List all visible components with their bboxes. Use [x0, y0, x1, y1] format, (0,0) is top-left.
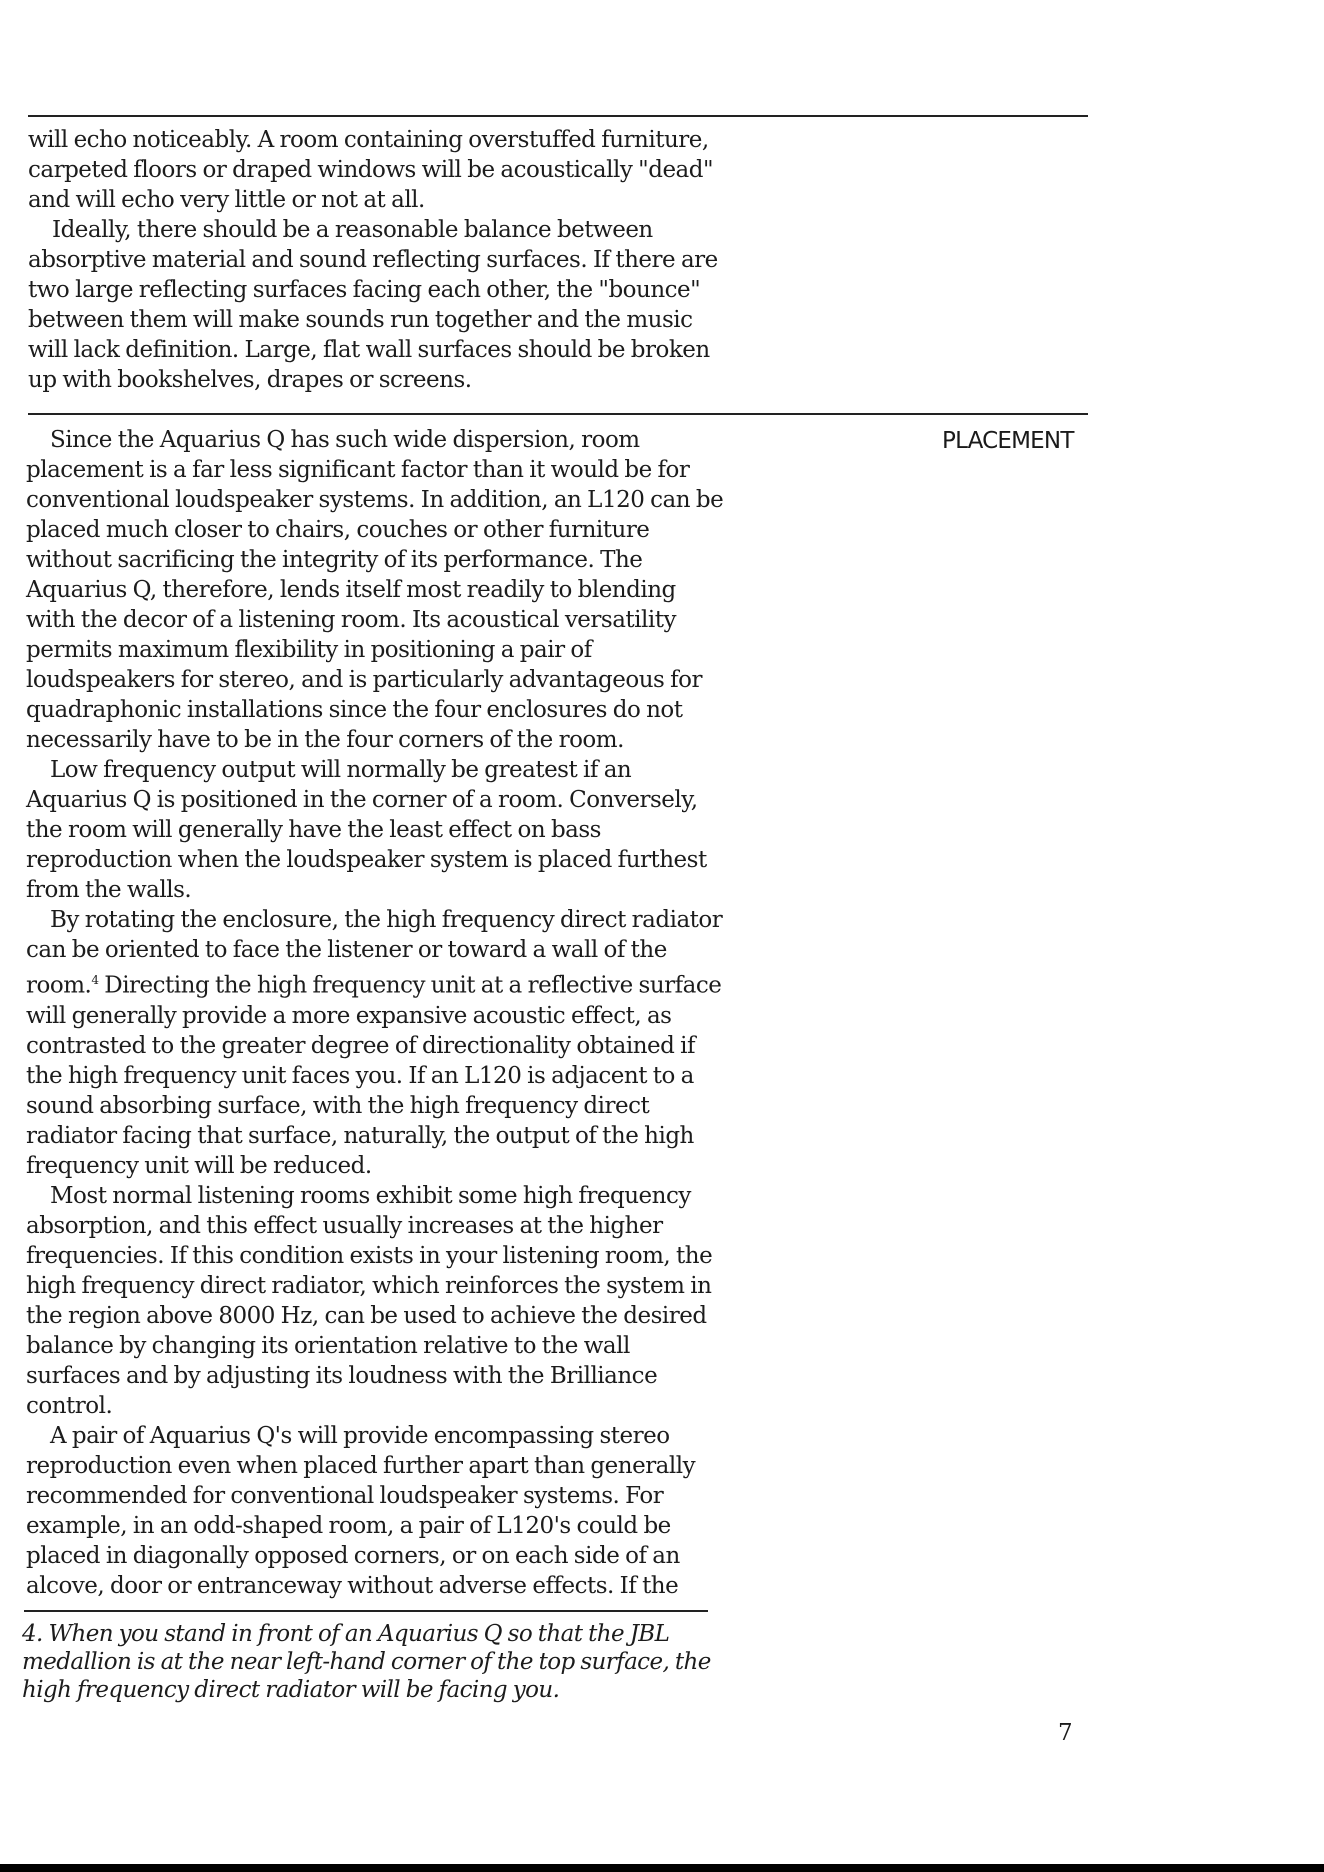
placement-paragraph: A pair of Aquarius Q's will provide encompassing stereo reproduction even when placed further apart than generally recommended for conventional loudspeaker systems. For example, in an odd-shaped room, a pair of L120's could be placed in diagonally opposed corners, or on each side of an alcove, door or entranceway without adverse effects. If the [26, 1422, 696, 1599]
paragraph-text: By rotating the enclosure, the high frequency direct radiator can be oriented to face the listener or toward a wall of the room. [26, 907, 723, 999]
section-divider [28, 413, 1088, 415]
page-number: 7 [1058, 1720, 1073, 1746]
footnote-rule [24, 1610, 708, 1612]
intro-text-block [28, 125, 728, 395]
placement-paragraph: Low frequency output will normally be greatest if an Aquarius Q is positioned in the corner of a room. Conversely, the room will generally have the least effect on bass reproduction when the loudspeaker system is placed furthest from the walls. [26, 757, 707, 903]
placement-text-block [26, 425, 726, 1601]
footnote [22, 1620, 742, 1704]
placement-paragraph: Most normal listening rooms exhibit some high frequency absorption, and this effect usually increases at the higher frequencies. If this condition exists in your listening room, the high frequency direct radiator, which reinforces the system in the region above 8000 Hz, can be used to achieve the desired balance by changing its orientation relative to the wall surfaces and by adjusting its loudness with the Brilliance control. [26, 1182, 713, 1419]
scan-edge [0, 1864, 1324, 1872]
footnote-text: 4. When you stand in front of an Aquarius Q so that the JBL medallion is at the near left-hand corner of the top surface, the high frequency direct radiator will be facing you. [22, 1621, 711, 1703]
placement-paragraph: Since the Aquarius Q has such wide dispersion, room placement is a far less significant factor than it would be for conventional loudspeaker systems. In addition, an L120 can be placed much closer to chairs, couches or other furniture without sacrificing the integrity of its performance. The Aquarius Q, therefore, lends itself most readily to blending with the decor of a listening room. Its acoustical versatility permits maximum flexibility in positioning a pair of loudspeakers for stereo, and is particularly advantageous for quadraphonic installations since the four enclosures do not necessarily have to be in the four corners of the room. [26, 427, 724, 753]
top-rule [28, 115, 1088, 117]
intro-paragraph: Ideally, there should be a reasonable balance between absorptive material and sound reflecting surfaces. If there are two large reflecting surfaces facing each other, the "bounce" between them will make sounds run together and the music will lack definition. Large, flat wall surfaces should be broken up with bookshelves, drapes or screens. [28, 217, 718, 393]
paragraph-text: Directing the high frequency unit at a reflective surface will generally provide a more expansive acoustic effect, as contrasted to the greater degree of directionality obtained if the high frequency unit faces you. If an L120 is adjacent to a sound absorbing surface, with the high frequency direct radiator facing that surface, naturally, the output of the high frequency unit will be reduced. [26, 972, 722, 1179]
placement-paragraph [26, 905, 726, 1181]
intro-paragraph: will echo noticeably. A room containing overstuffed furniture, carpeted floors or draped windows will be acoustically "dead" and will echo very little or not at all. [28, 127, 714, 213]
footnote-marker: 4 [91, 973, 99, 987]
section-heading-placement: PLACEMENT [942, 428, 1074, 454]
